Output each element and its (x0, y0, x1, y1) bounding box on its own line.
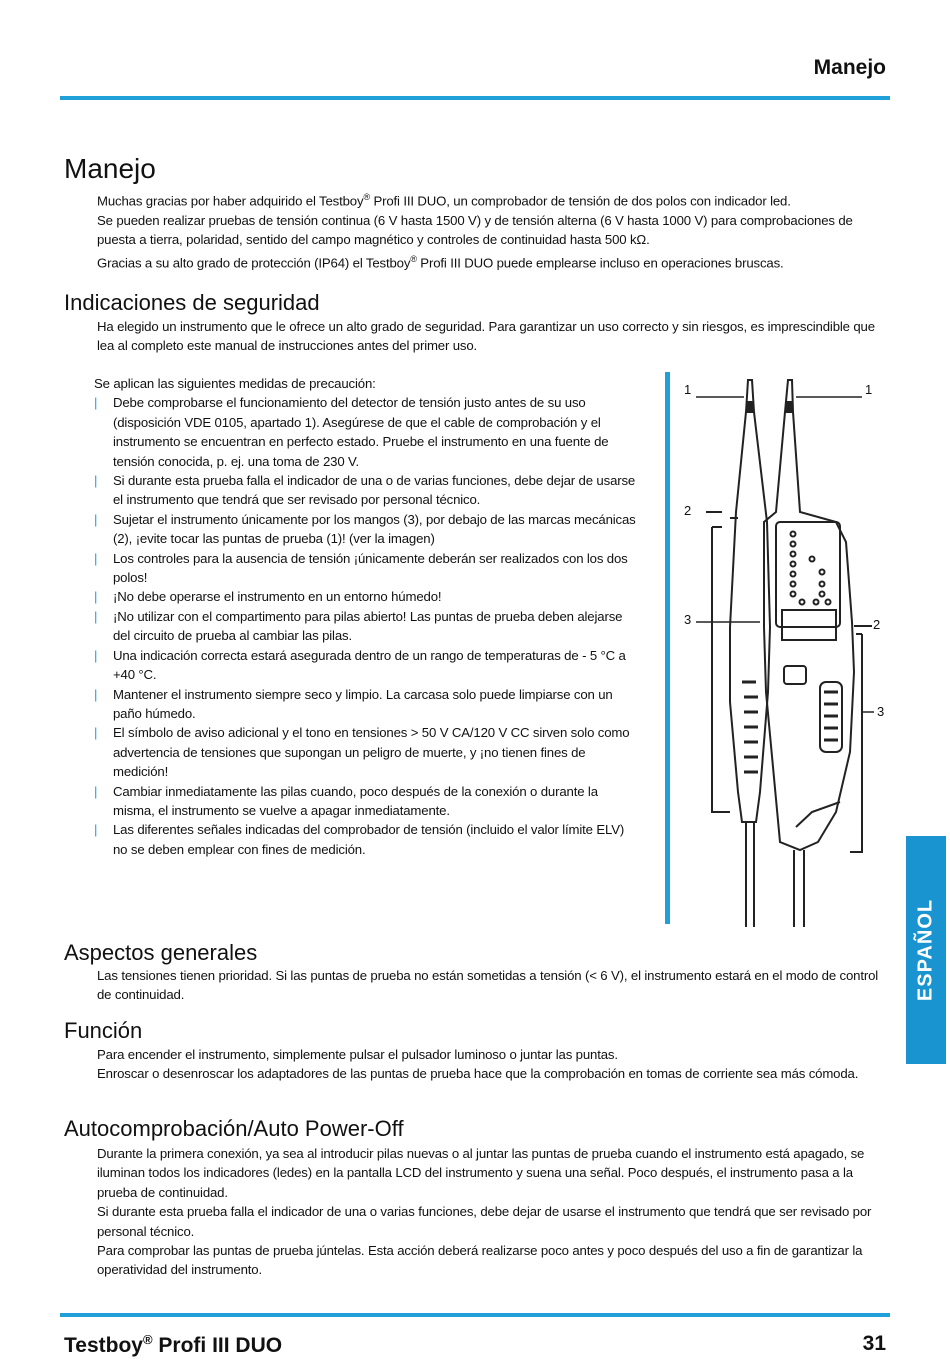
list-item: | Debe comprobarse el funcionamiento del detector de tensión justo antes de su uso (disposición VDE 0105, apartado 1). Asegúrese de que el cable de comprobación y el instrumento se encuentran en perfecto estado. Pruebe el instrumento en una fuente de tensión conocida, p. ej. una toma de 230 V. (94, 393, 639, 471)
language-tab-label: ESPAÑOL (914, 898, 937, 1002)
selftest-paragraph-3: Para comprobar las puntas de prueba júntelas. Esta acción deberá realizarse poco antes y poco después del uso a fin de garantizar la operatividad del instrumento. (97, 1243, 863, 1278)
figure-label-1-left: 1 (684, 382, 692, 397)
safety-list (94, 393, 639, 859)
list-item: | Si durante esta prueba falla el indicador de una o de varias funciones, debe dejar de usarse el instrumento que tendrá que ser revisado por personal técnico. (94, 471, 639, 510)
registered-mark: ® (410, 253, 417, 264)
registered-mark: ® (142, 1332, 153, 1347)
intro-heading: Manejo (64, 153, 156, 184)
selftest-paragraph-2: Si durante esta prueba falla el indicador de una o varias funciones, debe dejar de usarse el instrumento que tendrá que ser revisado por personal técnico. (97, 1204, 872, 1239)
figure-label-1-right: 1 (865, 382, 873, 397)
footer-model: Profi III DUO (152, 1334, 283, 1357)
list-item: | Las diferentes señales indicadas del comprobador de tensión (incluido el valor límite ELV) no se deben emplear con fines de medición. (94, 820, 639, 859)
intro-p1-end: Profi III DUO, un comprobador de tensión de dos polos con indicador led. (369, 193, 791, 209)
figure-accent-bar (665, 372, 670, 924)
intro-text (97, 188, 883, 272)
list-item: | Cambiar inmediatamente las pilas cuando, poco después de la conexión o durante la misma, el instrumento se vuelve a apagar inmediatamente. (94, 782, 639, 821)
general-paragraph: Las tensiones tienen prioridad. Si las puntas de prueba no están sometidas a tensión (< 6 V), el instrumento estará en el modo de control de continuidad. (97, 968, 879, 1003)
intro-paragraph-1 (97, 188, 883, 211)
safety-intro (97, 317, 883, 356)
safety-lead: Se aplican las siguientes medidas de precaución: (94, 376, 376, 391)
footer-brand: Testboy (64, 1334, 143, 1357)
footer-product (64, 1332, 282, 1358)
intro-p3-start: Gracias a su alto grado de protección (IP64) el Testboy (97, 255, 411, 270)
list-item: | Mantener el instrumento siempre seco y limpio. La carcasa solo puede limpiarse con un paño húmedo. (94, 685, 639, 724)
list-item: | El símbolo de aviso adicional y el tono en tensiones > 50 V CA/120 V CC sirven solo como advertencia de tensiones que supongan un peligro de muerte, y ¡no tienen fines de medición! (94, 723, 639, 781)
selftest-heading: Autocomprobación/Auto Power-Off (64, 1116, 404, 1141)
function-paragraph-2: Enroscar o desenroscar los adaptadores de las puntas de prueba hace que la comprobación en tomas de corriente sea más cómoda. (97, 1066, 859, 1082)
selftest-paragraph-1: Durante la primera conexión, ya sea al introducir pilas nuevas o al juntar las puntas de prueba cuando el instrumento está apagado, se iluminan todos los indicadores (ledes) en la pantalla LCD del instrumento y suena una señal. Poco después, el instrumento pasa a la prueba de continuidad. (97, 1146, 865, 1200)
safety-heading: Indicaciones de seguridad (64, 290, 320, 315)
intro-p1-start: Muchas gracias por haber adquirido el Testboy (97, 193, 364, 209)
list-item: | Los controles para la ausencia de tensión ¡únicamente deberán ser realizados con los dos polos! (94, 549, 639, 588)
safety-measures (94, 374, 639, 859)
registered-mark: ® (363, 192, 370, 202)
list-item: | ¡No debe operarse el instrumento en un entorno húmedo! (94, 587, 639, 606)
general-heading: Aspectos generales (64, 940, 258, 965)
page-number: 31 (862, 1332, 886, 1355)
list-item: | ¡No utilizar con el compartimento para pilas abierto! Las puntas de prueba deben alejarse del circuito de prueba al cambiar las pilas. (94, 607, 639, 646)
intro-paragraph-2: Se pueden realizar pruebas de tensión continua (6 V hasta 1500 V) y de tensión alterna (6 V hasta 1000 V) para comprobaciones de puesta a tierra, polaridad, sentido del campo magnético y controles de continuidad hasta 500 kΩ. (97, 212, 853, 248)
safety-intro-text: Ha elegido un instrumento que le ofrece un alto grado de seguridad. Para garantizar un uso correcto y sin riesgos, es imprescindible que lea al completo este manual de instrucciones antes del primer uso. (97, 319, 875, 354)
figure-label-2-right: 2 (873, 617, 881, 632)
header-rule (60, 96, 890, 100)
footer-rule (60, 1313, 890, 1317)
voltage-tester-illustration (672, 372, 904, 927)
list-item: | Sujetar el instrumento únicamente por los mangos (3), por debajo de las marcas mecánicas (2), ¡evite tocar las puntas de prueba (1)! (ver la imagen) (94, 510, 639, 549)
intro-paragraph-3 (97, 250, 883, 273)
general-text (97, 966, 883, 1005)
function-heading: Función (64, 1018, 143, 1043)
function-paragraph-1: Para encender el instrumento, simplemente pulsar el pulsador luminoso o juntar las puntas. (97, 1047, 618, 1062)
language-tab (906, 836, 946, 1064)
figure-label-3-right: 3 (877, 704, 885, 719)
intro-p3-end: Profi III DUO puede emplearse incluso en operaciones bruscas. (416, 255, 784, 270)
selftest-text (97, 1144, 883, 1280)
function-text (97, 1045, 883, 1084)
figure-label-3-left: 3 (684, 612, 692, 627)
figure-label-2-left: 2 (684, 503, 692, 518)
list-item: | Una indicación correcta estará asegurada dentro de un rango de temperaturas de - 5 °C a +40 °C. (94, 646, 639, 685)
header-title: Manejo (813, 56, 886, 79)
